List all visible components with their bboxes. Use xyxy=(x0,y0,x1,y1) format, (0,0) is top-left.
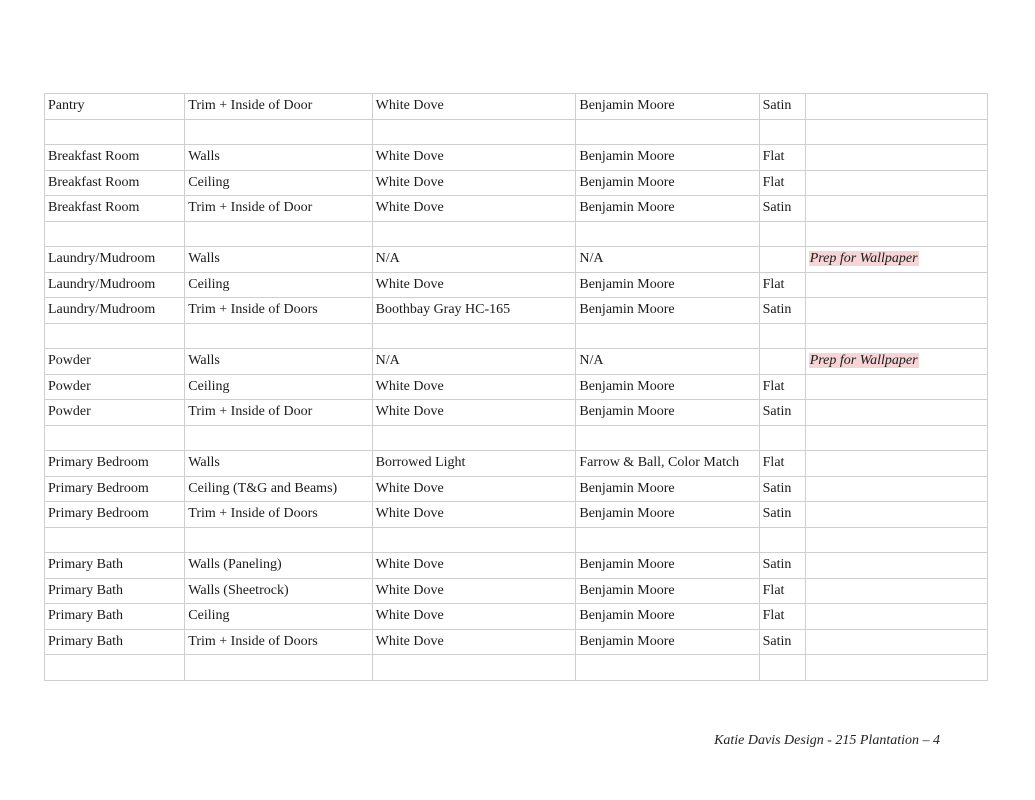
cell-note xyxy=(805,553,987,579)
table-row xyxy=(45,247,988,273)
table-row xyxy=(45,145,988,171)
cell-note xyxy=(805,221,987,247)
table-row xyxy=(45,553,988,579)
cell-area xyxy=(185,655,372,681)
cell-area xyxy=(185,323,372,349)
cell-color xyxy=(372,221,576,247)
cell-area: Ceiling xyxy=(185,170,372,196)
cell-brand: Benjamin Moore xyxy=(576,400,759,426)
cell-note xyxy=(805,476,987,502)
cell-color: White Dove xyxy=(372,604,576,630)
cell-finish: Flat xyxy=(759,451,805,477)
cell-room: Pantry xyxy=(45,94,185,120)
cell-note xyxy=(805,145,987,171)
cell-room: Primary Bedroom xyxy=(45,476,185,502)
cell-area: Ceiling (T&G and Beams) xyxy=(185,476,372,502)
cell-room: Primary Bedroom xyxy=(45,502,185,528)
cell-brand xyxy=(576,323,759,349)
table-row xyxy=(45,527,988,553)
cell-brand: Benjamin Moore xyxy=(576,604,759,630)
cell-room: Powder xyxy=(45,349,185,375)
table-row xyxy=(45,425,988,451)
paint-schedule-body xyxy=(45,94,988,681)
cell-room: Primary Bath xyxy=(45,553,185,579)
cell-finish: Flat xyxy=(759,272,805,298)
table-row xyxy=(45,298,988,324)
table-row xyxy=(45,451,988,477)
table-row xyxy=(45,94,988,120)
cell-room: Breakfast Room xyxy=(45,196,185,222)
cell-note xyxy=(805,629,987,655)
cell-room: Breakfast Room xyxy=(45,170,185,196)
table-row xyxy=(45,196,988,222)
cell-finish xyxy=(759,323,805,349)
cell-brand xyxy=(576,527,759,553)
cell-brand: Benjamin Moore xyxy=(576,374,759,400)
cell-finish: Satin xyxy=(759,400,805,426)
cell-brand xyxy=(576,221,759,247)
cell-area: Walls xyxy=(185,145,372,171)
cell-finish: Satin xyxy=(759,298,805,324)
cell-finish xyxy=(759,527,805,553)
cell-room xyxy=(45,221,185,247)
cell-finish: Satin xyxy=(759,94,805,120)
cell-area xyxy=(185,425,372,451)
cell-room xyxy=(45,655,185,681)
cell-brand: Benjamin Moore xyxy=(576,196,759,222)
cell-brand: Benjamin Moore xyxy=(576,94,759,120)
cell-room: Laundry/Mudroom xyxy=(45,247,185,273)
cell-color: White Dove xyxy=(372,502,576,528)
cell-color: White Dove xyxy=(372,145,576,171)
cell-note xyxy=(805,349,987,375)
cell-finish: Satin xyxy=(759,196,805,222)
cell-note xyxy=(805,502,987,528)
cell-finish: Satin xyxy=(759,629,805,655)
paint-schedule-table xyxy=(44,93,988,681)
cell-brand: Benjamin Moore xyxy=(576,170,759,196)
cell-area: Ceiling xyxy=(185,374,372,400)
cell-area: Ceiling xyxy=(185,604,372,630)
note-highlight: Prep for Wallpaper xyxy=(809,353,918,369)
cell-note xyxy=(805,272,987,298)
cell-area xyxy=(185,119,372,145)
cell-finish xyxy=(759,119,805,145)
cell-brand: Benjamin Moore xyxy=(576,272,759,298)
cell-color xyxy=(372,527,576,553)
cell-room: Primary Bath xyxy=(45,629,185,655)
cell-brand: N/A xyxy=(576,349,759,375)
table-row xyxy=(45,629,988,655)
cell-color: White Dove xyxy=(372,374,576,400)
cell-room xyxy=(45,425,185,451)
cell-finish xyxy=(759,425,805,451)
table-row xyxy=(45,349,988,375)
cell-finish: Satin xyxy=(759,502,805,528)
cell-area: Trim + Inside of Door xyxy=(185,94,372,120)
cell-brand xyxy=(576,425,759,451)
cell-finish: Satin xyxy=(759,553,805,579)
cell-room xyxy=(45,119,185,145)
cell-room: Laundry/Mudroom xyxy=(45,272,185,298)
cell-note xyxy=(805,323,987,349)
table-row xyxy=(45,272,988,298)
note-highlight: Prep for Wallpaper xyxy=(809,251,918,267)
cell-brand xyxy=(576,119,759,145)
cell-color: White Dove xyxy=(372,553,576,579)
cell-color: N/A xyxy=(372,247,576,273)
cell-room: Breakfast Room xyxy=(45,145,185,171)
table-row xyxy=(45,502,988,528)
cell-color xyxy=(372,655,576,681)
cell-color: White Dove xyxy=(372,578,576,604)
cell-color: White Dove xyxy=(372,476,576,502)
cell-area: Ceiling xyxy=(185,272,372,298)
cell-note xyxy=(805,196,987,222)
table-row xyxy=(45,323,988,349)
cell-note xyxy=(805,655,987,681)
cell-brand: Benjamin Moore xyxy=(576,553,759,579)
table-row xyxy=(45,400,988,426)
cell-area: Trim + Inside of Door xyxy=(185,400,372,426)
cell-color: White Dove xyxy=(372,196,576,222)
table-row xyxy=(45,374,988,400)
cell-finish xyxy=(759,221,805,247)
cell-color: Boothbay Gray HC-165 xyxy=(372,298,576,324)
cell-note xyxy=(805,425,987,451)
cell-brand: Benjamin Moore xyxy=(576,476,759,502)
cell-note xyxy=(805,170,987,196)
cell-note xyxy=(805,374,987,400)
page-footer: Katie Davis Design - 215 Plantation – 4 xyxy=(714,733,940,748)
cell-room xyxy=(45,527,185,553)
cell-color: White Dove xyxy=(372,629,576,655)
cell-brand: Benjamin Moore xyxy=(576,578,759,604)
cell-note xyxy=(805,578,987,604)
cell-brand: N/A xyxy=(576,247,759,273)
cell-brand: Benjamin Moore xyxy=(576,502,759,528)
cell-finish xyxy=(759,247,805,273)
table-row xyxy=(45,119,988,145)
cell-color xyxy=(372,119,576,145)
cell-note xyxy=(805,94,987,120)
cell-finish xyxy=(759,655,805,681)
table-row xyxy=(45,578,988,604)
cell-color xyxy=(372,323,576,349)
cell-finish: Flat xyxy=(759,578,805,604)
cell-finish: Flat xyxy=(759,604,805,630)
cell-room: Powder xyxy=(45,400,185,426)
cell-finish: Flat xyxy=(759,145,805,171)
cell-color: White Dove xyxy=(372,400,576,426)
cell-brand: Benjamin Moore xyxy=(576,145,759,171)
cell-note xyxy=(805,400,987,426)
cell-room: Primary Bath xyxy=(45,578,185,604)
cell-area: Walls (Sheetrock) xyxy=(185,578,372,604)
cell-color xyxy=(372,425,576,451)
cell-area: Trim + Inside of Door xyxy=(185,196,372,222)
cell-color: N/A xyxy=(372,349,576,375)
cell-note xyxy=(805,247,987,273)
cell-area xyxy=(185,527,372,553)
cell-area: Walls xyxy=(185,451,372,477)
table-row xyxy=(45,604,988,630)
cell-finish: Satin xyxy=(759,476,805,502)
cell-note xyxy=(805,451,987,477)
cell-color: White Dove xyxy=(372,170,576,196)
cell-note xyxy=(805,527,987,553)
cell-room xyxy=(45,323,185,349)
cell-room: Primary Bath xyxy=(45,604,185,630)
cell-room: Powder xyxy=(45,374,185,400)
cell-area: Walls xyxy=(185,349,372,375)
cell-area: Walls xyxy=(185,247,372,273)
cell-brand xyxy=(576,655,759,681)
table-row xyxy=(45,170,988,196)
cell-brand: Farrow & Ball, Color Match xyxy=(576,451,759,477)
cell-finish: Flat xyxy=(759,170,805,196)
cell-note xyxy=(805,604,987,630)
cell-room: Primary Bedroom xyxy=(45,451,185,477)
table-row xyxy=(45,655,988,681)
cell-area: Trim + Inside of Doors xyxy=(185,502,372,528)
table-row xyxy=(45,221,988,247)
cell-room: Laundry/Mudroom xyxy=(45,298,185,324)
cell-area: Trim + Inside of Doors xyxy=(185,629,372,655)
cell-area xyxy=(185,221,372,247)
cell-note xyxy=(805,119,987,145)
table-row xyxy=(45,476,988,502)
cell-finish xyxy=(759,349,805,375)
cell-color: Borrowed Light xyxy=(372,451,576,477)
cell-brand: Benjamin Moore xyxy=(576,629,759,655)
cell-brand: Benjamin Moore xyxy=(576,298,759,324)
cell-color: White Dove xyxy=(372,272,576,298)
cell-color: White Dove xyxy=(372,94,576,120)
cell-area: Trim + Inside of Doors xyxy=(185,298,372,324)
cell-finish: Flat xyxy=(759,374,805,400)
cell-area: Walls (Paneling) xyxy=(185,553,372,579)
cell-note xyxy=(805,298,987,324)
